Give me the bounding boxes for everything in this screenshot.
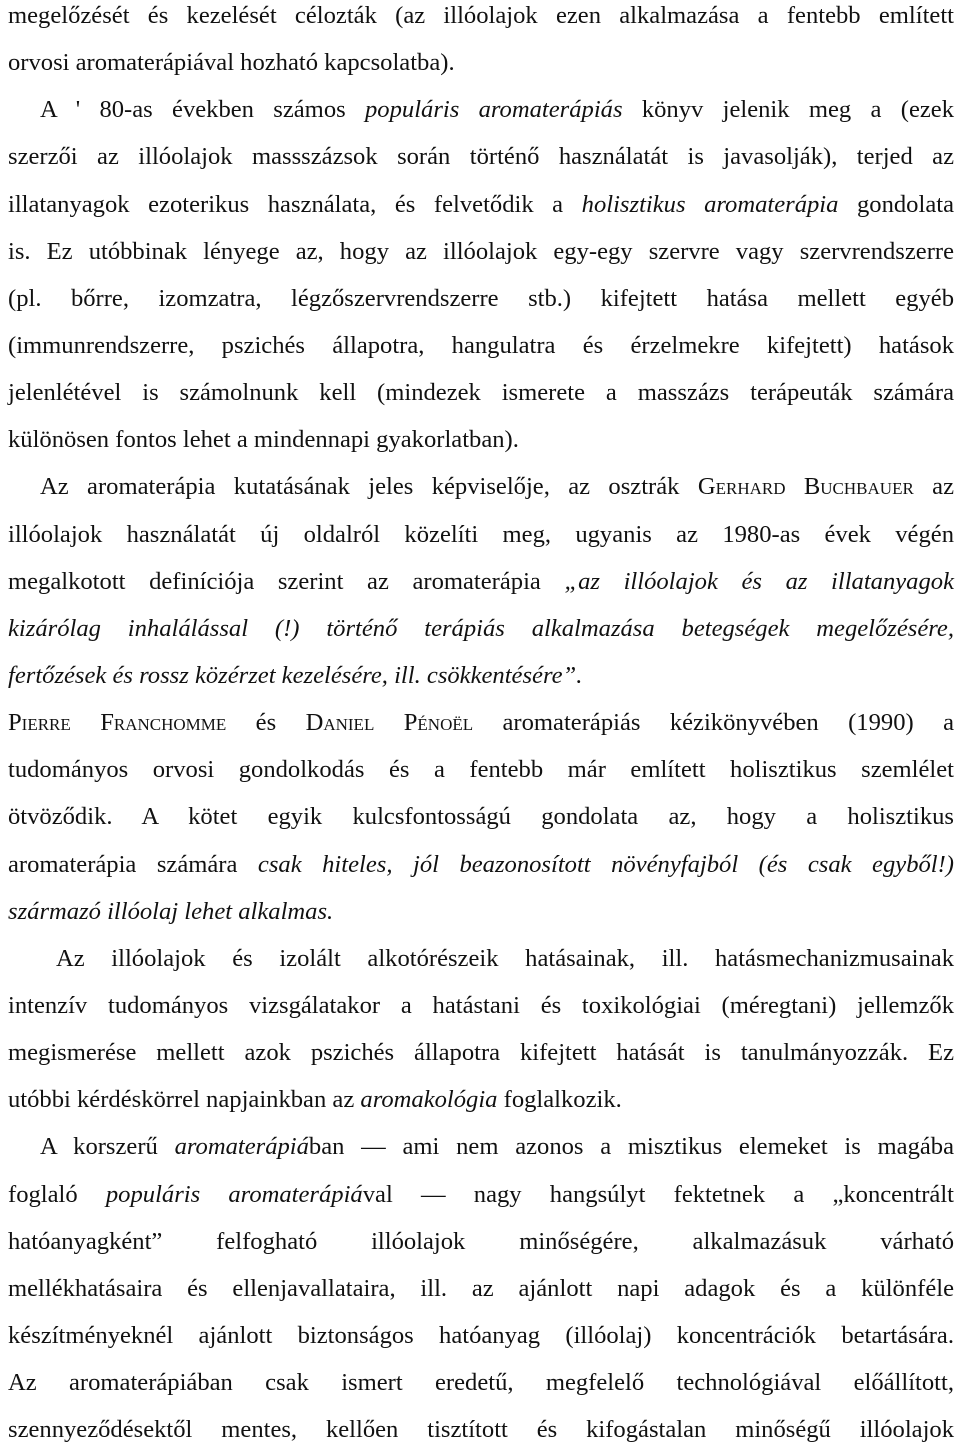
text-segment: A ' 80-as években számos (40, 96, 365, 124)
text-segment: ötvöződik. A kötet egyik kulcsfontosságú gondolata az, hogy a holisztikus (8, 803, 954, 831)
text-line (8, 841, 954, 888)
text-segment: orvosi aromaterápiával hozható kapcsolatba). (8, 49, 455, 77)
text-segment: A korszerű (40, 1133, 175, 1161)
text-line (8, 322, 954, 369)
text-segment: megismerése mellett azok pszichés állapotra kifejtett hatását is tanulmányozzák. Ez (8, 1039, 954, 1067)
author-name: Gerhard Buchbauer (697, 473, 914, 501)
text-segment: Az illóolajok és izolált alkotórészeik hatásainak, ill. hatásmechanizmusainak (56, 944, 954, 972)
text-segment: különösen fontos lehet a mindennapi gyakorlatban). (8, 426, 519, 454)
text-line (8, 1359, 954, 1406)
text-segment: Az aromaterápiában csak ismert eredetű, megfelelő technológiával előállított, (8, 1369, 954, 1397)
text-line (8, 39, 954, 86)
text-segment: ban — ami nem azonos a misztikus elemeket is magába (308, 1133, 955, 1161)
text-line (8, 369, 954, 416)
text-line (8, 935, 954, 982)
text-line (8, 511, 954, 558)
emphasis-text: fertőzések és rossz közérzet kezelésére, ill. csökkentésére”. (8, 661, 583, 689)
text-line (8, 228, 954, 275)
text-segment: mellékhatásaira és ellenjavallataira, ill. az ajánlott napi adagok és a különféle (8, 1274, 954, 1302)
text-line (8, 1265, 954, 1312)
text-segment: Az aromaterápia kutatásának jeles képviselője, az osztrák (40, 473, 698, 501)
text-line (8, 1123, 954, 1170)
emphasis-text: populáris aromaterápiás (365, 96, 623, 124)
author-name: Daniel Pénoël (305, 709, 474, 737)
text-segment: val — nagy hangsúlyt fektetnek a „koncentrált (362, 1180, 954, 1208)
text-line (8, 133, 954, 180)
text-segment: szerzői az illóolajok massszázsok során történő használatát is javasolják), terjed az (8, 143, 954, 171)
emphasis-text: származó illóolaj lehet alkalmas. (8, 897, 334, 925)
emphasis-text: populáris aromaterápiá (105, 1180, 363, 1208)
text-line (8, 888, 954, 935)
text-segment: (immunrendszerre, pszichés állapotra, hangulatra és érzelmekre kifejtett) hatások (8, 331, 954, 359)
text-segment: illatanyagok ezoterikus használata, és felvetődik a (8, 190, 582, 218)
text-line (8, 558, 954, 605)
document-page (8, 0, 954, 1453)
text-segment: foglalkozik. (497, 1086, 622, 1114)
text-segment: készítményeknél ajánlott biztonságos hatóanyag (illóolaj) koncentrációk betartására. (8, 1321, 954, 1349)
text-segment: tudományos orvosi gondolkodás és a fentebb már említett holisztikus szemlélet (8, 756, 954, 784)
text-line (8, 605, 954, 652)
text-segment: megelőzését és kezelését célozták (az illóolajok ezen alkalmazása a fentebb említett (8, 2, 954, 29)
emphasis-text: aromakológia (360, 1086, 498, 1114)
text-segment: és (226, 709, 306, 737)
text-line (8, 982, 954, 1029)
emphasis-text: holisztikus aromaterápia (581, 190, 839, 218)
text-line (8, 1076, 954, 1123)
emphasis-text: kizárólag inhalálással (!) történő terápiás alkalmazása betegségek megelőzésére, (8, 614, 954, 642)
text-segment: illóolajok használatát új oldalról közelíti meg, ugyanis az 1980-as évek végén (8, 520, 954, 548)
emphasis-text: aromaterápiá (174, 1133, 309, 1161)
text-line (8, 1218, 954, 1265)
text-line (8, 463, 954, 510)
text-segment: utóbbi kérdéskörrel napjainkban az (8, 1086, 361, 1114)
text-line (8, 0, 954, 39)
text-line (8, 652, 954, 699)
text-segment: megalkotott definíciója szerint az aromaterápia (8, 567, 565, 595)
text-line (8, 746, 954, 793)
text-line (8, 86, 954, 133)
emphasis-text: csak hiteles, jól beazonosított növényfajból (és csak egyből!) (257, 850, 954, 878)
text-segment: az (913, 473, 955, 501)
text-segment: hatóanyagként” felfogható illóolajok minőségére, alkalmazásuk várható (8, 1227, 954, 1255)
text-line (8, 793, 954, 840)
text-segment: is. Ez utóbbinak lényege az, hogy az illóolajok egy-egy szervre vagy szervrendszerre (8, 237, 954, 265)
text-segment: gondolata (838, 190, 954, 218)
text-segment: aromaterápia számára (8, 850, 258, 878)
text-segment: könyv jelenik meg a (ezek (622, 96, 954, 124)
text-line (8, 1312, 954, 1359)
author-name: Pierre Franchomme (8, 709, 227, 737)
text-segment: aromaterápiás kézikönyvében (1990) a (473, 709, 954, 737)
text-line (8, 181, 954, 228)
text-segment: jelenlétével is számolnunk kell (mindezek ismerete a masszázs terápeuták számára (8, 379, 954, 407)
text-line (8, 1171, 954, 1218)
emphasis-text: „az illóolajok és az illatanyagok (564, 567, 954, 595)
text-segment: (pl. bőrre, izomzatra, légzőszervrendszerre stb.) kifejtett hatása mellett egyéb (8, 284, 954, 312)
text-segment: foglaló (8, 1180, 106, 1208)
text-line (8, 1029, 954, 1076)
text-line (8, 275, 954, 322)
text-line (8, 699, 954, 746)
text-line (8, 416, 954, 463)
text-segment: szennyeződésektől mentes, kellően tisztított és kifogástalan minőségű illóolajok (8, 1416, 954, 1444)
text-segment: intenzív tudományos vizsgálatakor a hatástani és toxikológiai (méregtani) jellemzők (8, 991, 954, 1019)
